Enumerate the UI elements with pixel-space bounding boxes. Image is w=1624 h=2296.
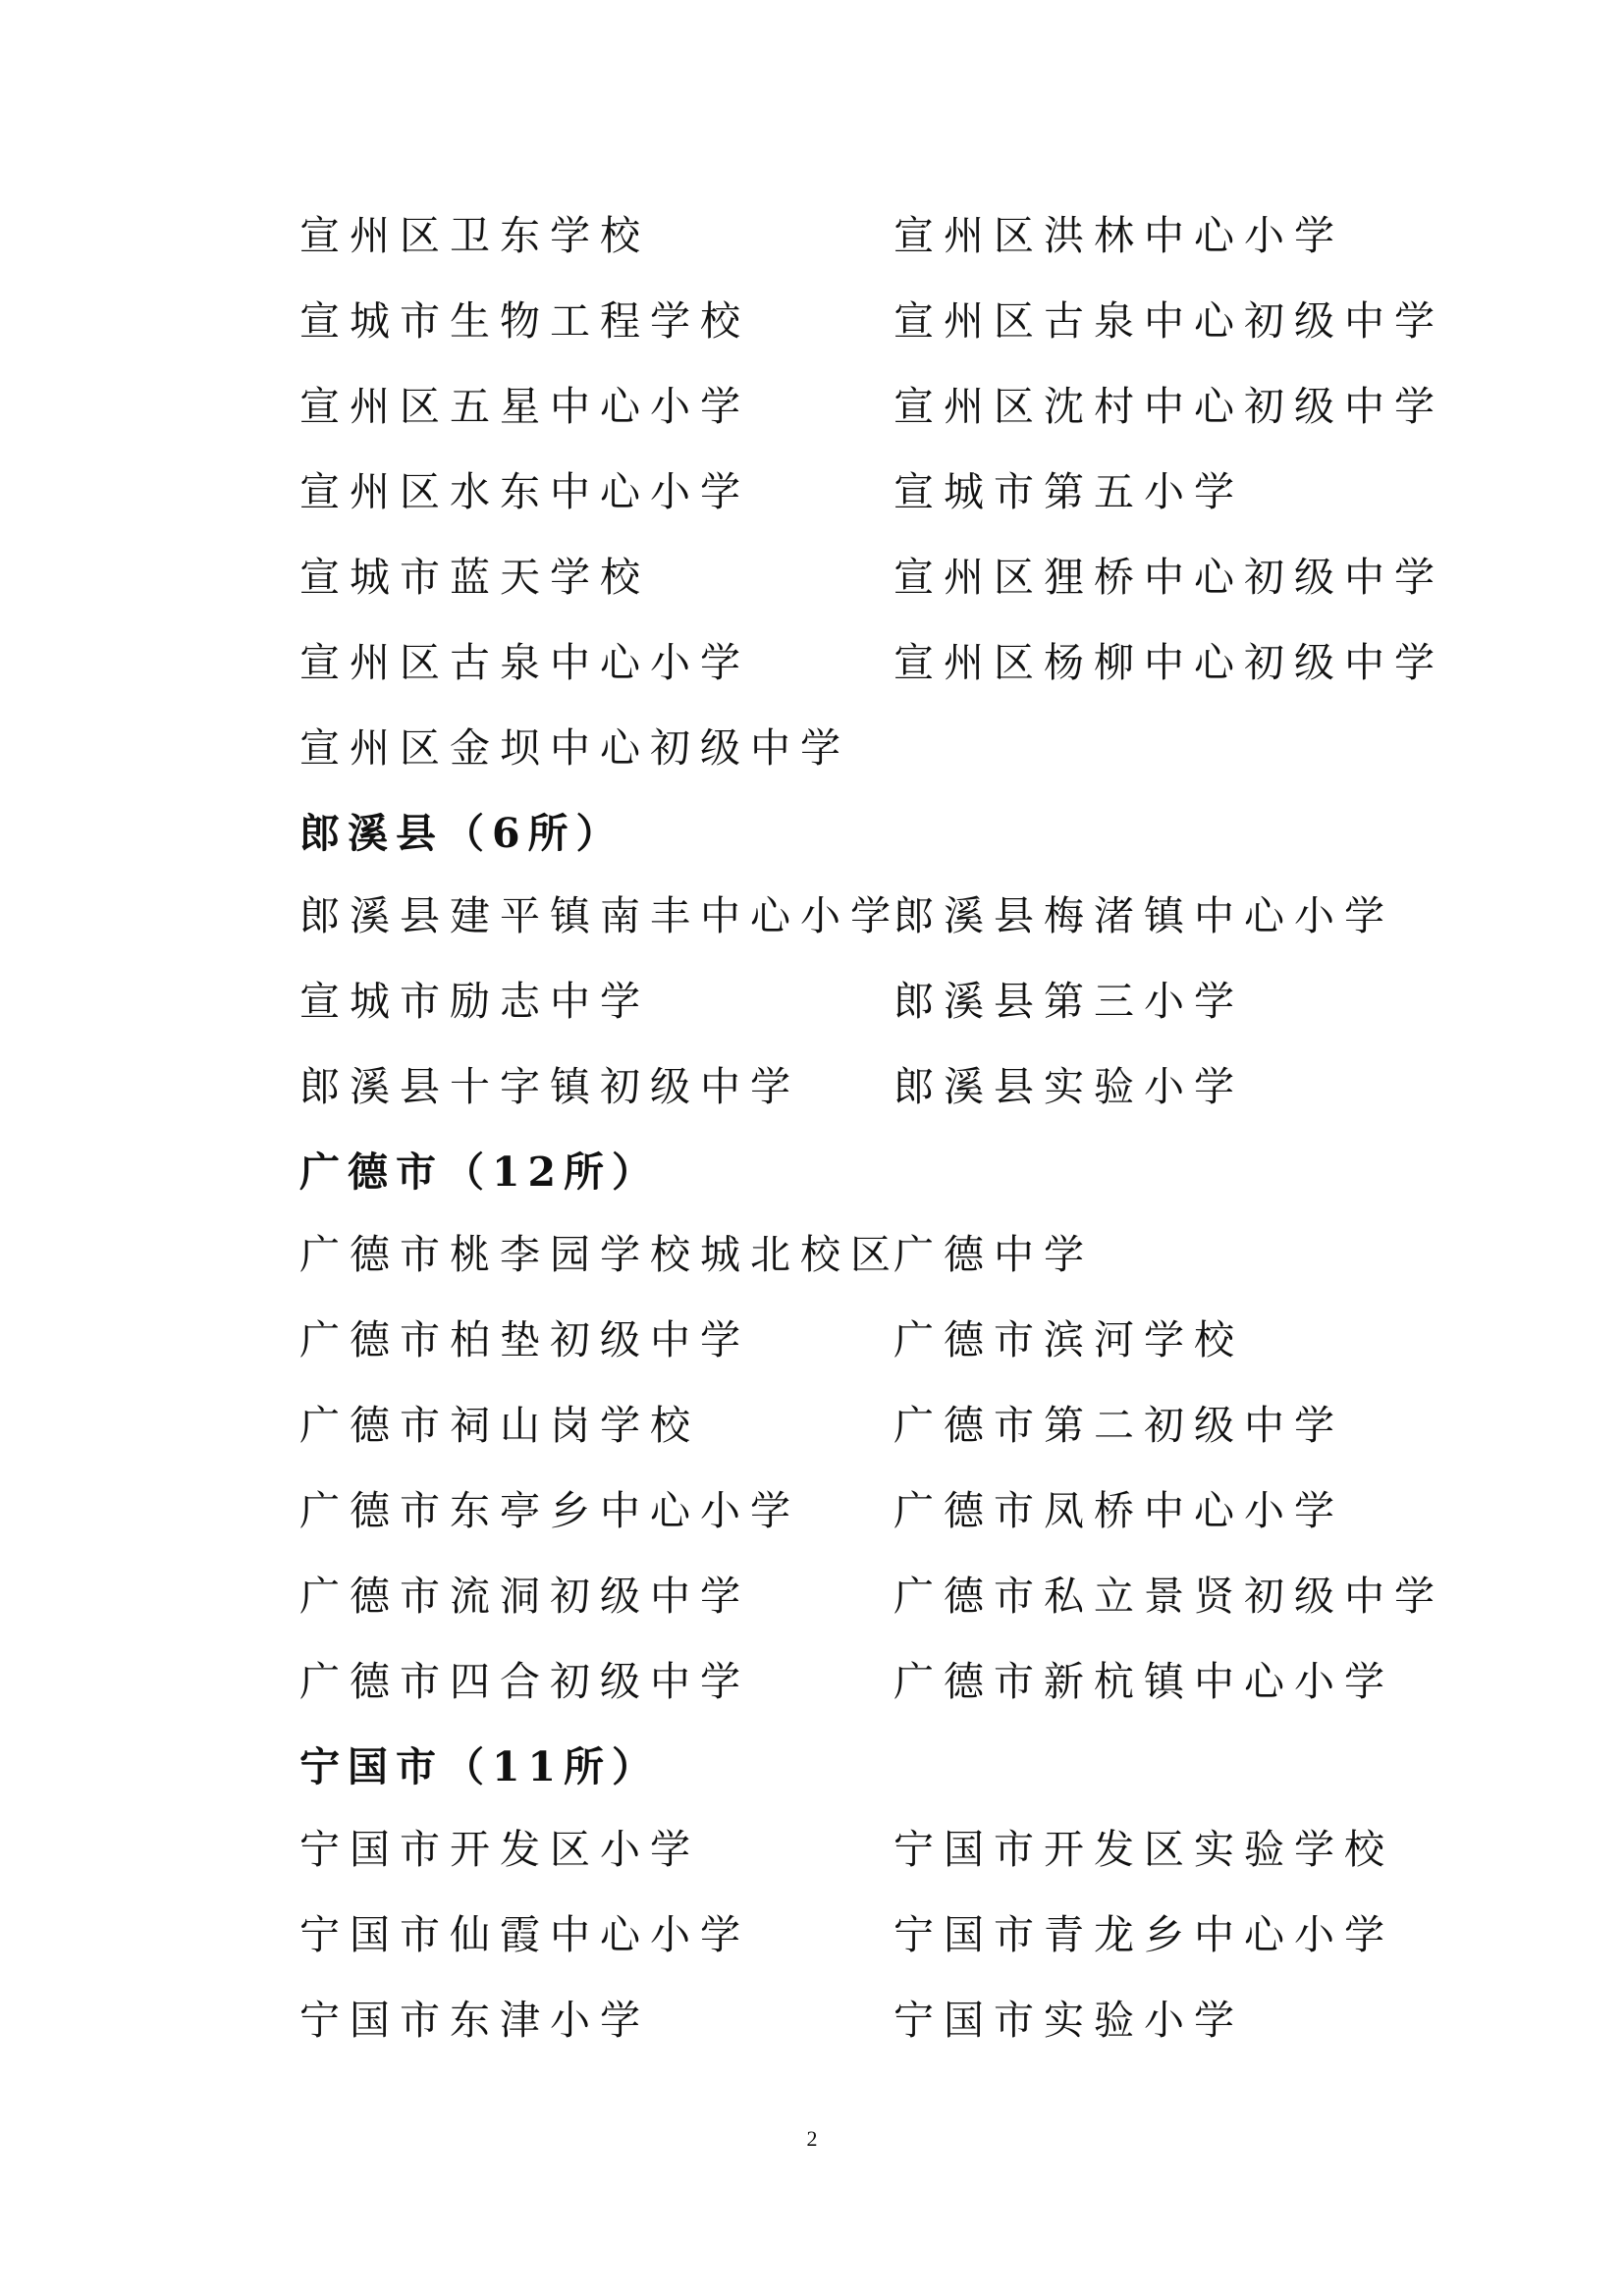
list-row xyxy=(299,201,1429,287)
school-name: 宣州区洪林中心小学 xyxy=(893,212,1344,259)
list-row xyxy=(299,1562,1444,1647)
school-name: 宁国市青龙乡中心小学 xyxy=(893,1911,1394,1958)
school-name: 广德中学 xyxy=(893,1231,1094,1278)
school-name: 宁国市开发区小学 xyxy=(299,1826,700,1873)
list-row xyxy=(299,628,1444,714)
school-name: 宣州区五星中心小学 xyxy=(299,383,750,430)
list-row xyxy=(299,1391,1429,1476)
school-name: 宣州区古泉中心初级中学 xyxy=(893,297,1444,345)
list-row xyxy=(299,1052,1429,1138)
school-name: 广德市流洞初级中学 xyxy=(299,1573,750,1620)
list-row xyxy=(299,543,1444,628)
page-number: 2 xyxy=(806,2126,818,2151)
list-row xyxy=(299,372,1444,457)
school-name: 宁国市实验小学 xyxy=(893,1997,1244,2044)
list-row xyxy=(299,457,1429,543)
list-row xyxy=(299,1986,1429,2071)
section-heading-ningguo: 宁国市（11所） xyxy=(299,1743,661,1790)
list-row xyxy=(299,1815,1429,1900)
school-name: 宣州区沈村中心初级中学 xyxy=(893,383,1444,430)
list-row xyxy=(299,967,1429,1052)
list-row xyxy=(299,1476,1429,1562)
school-name: 宣州区狸桥中心初级中学 xyxy=(893,554,1444,601)
school-name: 广德市私立景贤初级中学 xyxy=(893,1573,1444,1620)
school-name: 宣城市励志中学 xyxy=(299,978,650,1025)
school-list xyxy=(299,201,1444,2071)
school-name: 郎溪县十字镇初级中学 xyxy=(299,1063,800,1110)
list-row xyxy=(299,714,1429,799)
school-name: 宣州区杨柳中心初级中学 xyxy=(893,639,1444,686)
school-name: 广德市柏垫初级中学 xyxy=(299,1316,750,1363)
school-name: 宣州区卫东学校 xyxy=(299,212,650,259)
list-row xyxy=(299,1220,1429,1306)
school-name: 广德市桃李园学校城北校区 xyxy=(299,1231,900,1278)
school-name: 广德市四合初级中学 xyxy=(299,1658,750,1705)
list-row xyxy=(299,1647,1429,1733)
school-name: 宣城市生物工程学校 xyxy=(299,297,750,345)
school-name: 宁国市东津小学 xyxy=(299,1997,650,2044)
school-name: 郎溪县梅渚镇中心小学 xyxy=(893,892,1394,939)
school-name: 宣城市第五小学 xyxy=(893,468,1244,515)
section-heading-langxi: 郎溪县（6所） xyxy=(299,810,624,857)
school-name: 宣州区水东中心小学 xyxy=(299,468,750,515)
school-name: 郎溪县建平镇南丰中心小学 xyxy=(299,892,900,939)
section-heading-guangde: 广德市（12所） xyxy=(299,1148,661,1196)
school-name: 广德市第二初级中学 xyxy=(893,1402,1344,1449)
school-name: 宁国市开发区实验学校 xyxy=(893,1826,1394,1873)
school-name: 郎溪县第三小学 xyxy=(893,978,1244,1025)
school-name: 广德市新杭镇中心小学 xyxy=(893,1658,1394,1705)
school-name: 广德市东亭乡中心小学 xyxy=(299,1487,800,1534)
school-name: 广德市祠山岗学校 xyxy=(299,1402,700,1449)
school-name: 宣州区金坝中心初级中学 xyxy=(299,724,850,772)
list-row xyxy=(299,287,1444,372)
school-name: 郎溪县实验小学 xyxy=(893,1063,1244,1110)
school-name: 广德市滨河学校 xyxy=(893,1316,1244,1363)
list-row xyxy=(299,1900,1429,1986)
school-name: 广德市凤桥中心小学 xyxy=(893,1487,1344,1534)
school-name: 宣州区古泉中心小学 xyxy=(299,639,750,686)
school-name: 宣城市蓝天学校 xyxy=(299,554,650,601)
school-name: 宁国市仙霞中心小学 xyxy=(299,1911,750,1958)
list-row xyxy=(299,1306,1429,1391)
list-row xyxy=(299,881,1429,967)
